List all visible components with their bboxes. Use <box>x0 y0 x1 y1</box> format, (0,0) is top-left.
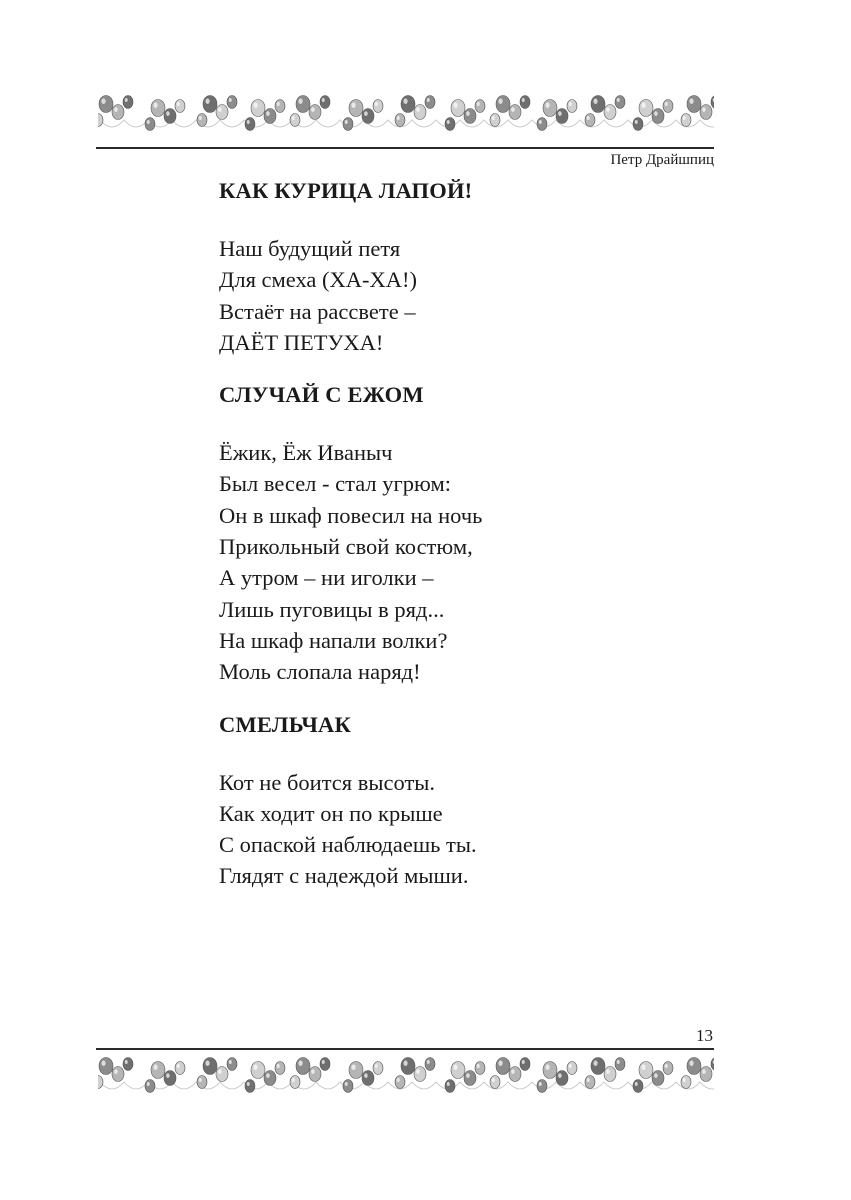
balloon-icon <box>663 1062 673 1075</box>
balloon-highlight <box>247 1082 250 1086</box>
balloon-icon <box>711 1058 714 1071</box>
balloon-icon <box>290 1076 300 1089</box>
balloon-highlight <box>266 1073 270 1078</box>
balloon-icon <box>567 1062 577 1075</box>
balloon-icon <box>296 96 310 113</box>
balloon-icon <box>175 1062 185 1075</box>
balloon-highlight <box>665 1064 668 1068</box>
balloon-icon <box>251 1062 265 1079</box>
balloon-highlight <box>153 102 157 108</box>
balloon-icon <box>615 96 625 109</box>
balloon-icon <box>227 96 237 109</box>
balloon-highlight <box>218 1069 222 1074</box>
balloon-icon <box>520 96 530 109</box>
balloon-icon <box>537 1080 547 1093</box>
balloon-highlight <box>466 1073 470 1078</box>
balloon-highlight <box>617 1060 620 1064</box>
balloon-icon <box>663 100 673 113</box>
balloon-icon <box>216 1067 228 1082</box>
balloon-highlight <box>322 98 325 102</box>
balloon-icon <box>464 1071 476 1086</box>
balloon-highlight <box>635 1082 638 1086</box>
balloon-icon <box>700 1067 712 1082</box>
balloon-highlight <box>545 102 549 108</box>
running-head-author: Петр Драйшпиц <box>610 152 714 168</box>
balloon-icon <box>145 1080 155 1093</box>
balloon-highlight <box>545 1064 549 1070</box>
balloon-highlight <box>702 107 706 112</box>
balloon-highlight <box>665 102 668 106</box>
poem-line: Прикольный свой костюм, <box>219 534 473 560</box>
balloon-highlight <box>205 98 209 104</box>
balloon-highlight <box>641 102 645 108</box>
balloon-highlight <box>322 1060 325 1064</box>
balloon-icon <box>585 114 595 127</box>
balloon-highlight <box>683 116 686 120</box>
balloon-highlight <box>569 1064 572 1068</box>
balloon-highlight <box>345 1082 348 1086</box>
balloon-highlight <box>351 1064 355 1070</box>
balloon-highlight <box>266 111 270 116</box>
balloon-icon <box>98 1076 103 1089</box>
balloon-icon <box>309 1067 321 1082</box>
balloon-icon <box>567 100 577 113</box>
balloon-icon <box>99 96 113 113</box>
balloon-icon <box>197 114 207 127</box>
balloon-icon <box>164 109 176 124</box>
balloon-highlight <box>453 1064 457 1070</box>
balloon-icon <box>700 105 712 120</box>
balloon-icon <box>604 105 616 120</box>
balloon-highlight <box>177 102 180 106</box>
balloon-highlight <box>617 98 620 102</box>
balloon-icon <box>98 114 103 127</box>
balloon-icon <box>556 109 568 124</box>
balloon-icon <box>556 1071 568 1086</box>
balloon-highlight <box>101 98 105 104</box>
balloon-highlight <box>345 120 348 124</box>
balloon-icon <box>496 1058 510 1075</box>
balloon-icon <box>464 109 476 124</box>
page-content <box>219 176 699 892</box>
balloon-highlight <box>587 116 590 120</box>
balloon-icon <box>275 100 285 113</box>
balloon-icon <box>151 1062 165 1079</box>
balloon-highlight <box>511 107 515 112</box>
balloon-highlight <box>498 1060 502 1066</box>
top-balloon-ornament <box>98 90 714 138</box>
balloon-icon <box>490 114 500 127</box>
balloon-highlight <box>569 102 572 106</box>
balloon-icon <box>203 96 217 113</box>
balloon-icon <box>227 1058 237 1071</box>
balloon-icon <box>275 1062 285 1075</box>
balloon-icon <box>175 100 185 113</box>
balloon-highlight <box>453 102 457 108</box>
balloon-icon <box>414 105 426 120</box>
poem-line: Моль слопала наряд! <box>219 659 421 685</box>
balloon-icon <box>164 1071 176 1086</box>
balloon-highlight <box>205 1060 209 1066</box>
balloon-highlight <box>511 1069 515 1074</box>
balloon-icon <box>349 100 363 117</box>
balloon-highlight <box>683 1078 686 1082</box>
balloon-highlight <box>177 1064 180 1068</box>
balloon-highlight <box>277 102 280 106</box>
balloon-icon <box>145 118 155 131</box>
balloon-highlight <box>654 111 658 116</box>
balloon-highlight <box>292 116 295 120</box>
balloon-highlight <box>199 1078 202 1082</box>
balloon-highlight <box>364 1073 368 1078</box>
balloon-icon <box>425 1058 435 1071</box>
balloon-icon <box>349 1062 363 1079</box>
balloon-icon <box>591 1058 605 1075</box>
balloon-icon <box>320 1058 330 1071</box>
poem-line: ДАЁТ ПЕТУХА! <box>219 329 384 355</box>
balloon-highlight <box>166 1073 170 1078</box>
balloon-icon <box>373 100 383 113</box>
balloon-highlight <box>298 98 302 104</box>
balloon-highlight <box>253 102 257 108</box>
balloon-icon <box>585 1076 595 1089</box>
balloon-icon <box>639 100 653 117</box>
balloon-string <box>100 1082 714 1089</box>
balloon-highlight <box>298 1060 302 1066</box>
balloon-icon <box>320 96 330 109</box>
balloon-highlight <box>229 98 232 102</box>
balloon-icon <box>591 96 605 113</box>
balloon-highlight <box>218 107 222 112</box>
balloon-icon <box>362 109 374 124</box>
balloon-highlight <box>558 111 562 116</box>
poem-lines <box>219 767 699 892</box>
balloon-icon <box>264 109 276 124</box>
balloon-icon <box>537 118 547 131</box>
balloon-icon <box>445 1080 455 1093</box>
balloon-highlight <box>114 1069 118 1074</box>
poem <box>219 380 699 687</box>
poem-line: Он в шкаф повесил на ночь <box>219 502 483 528</box>
balloon-highlight <box>492 1078 495 1082</box>
balloon-icon <box>296 1058 310 1075</box>
balloon-icon <box>395 1076 405 1089</box>
balloon-icon <box>711 96 714 109</box>
balloon-icon <box>123 1058 133 1071</box>
poem-line: С опаской наблюдаешь ты. <box>219 832 477 858</box>
poem-line: Встаёт на рассвете – <box>219 298 416 324</box>
balloon-highlight <box>447 1082 450 1086</box>
balloon-icon <box>687 1058 701 1075</box>
poem-line: Наш будущий петя <box>219 236 401 261</box>
poem-line: Кот не боится высоты. <box>219 769 436 795</box>
balloon-highlight <box>351 102 355 108</box>
balloon-icon <box>652 109 664 124</box>
balloon-icon <box>99 1058 113 1075</box>
balloon-icon <box>203 1058 217 1075</box>
balloon-highlight <box>403 1060 407 1066</box>
balloon-icon <box>520 1058 530 1071</box>
header-rule <box>96 147 714 149</box>
poem-line: Для смеха (ХА-ХА!) <box>219 267 417 293</box>
balloon-highlight <box>375 1064 378 1068</box>
balloon-highlight <box>447 120 450 124</box>
balloon-icon <box>373 1062 383 1075</box>
balloon-icon <box>395 114 405 127</box>
balloon-icon <box>343 1080 353 1093</box>
balloon-highlight <box>654 1073 658 1078</box>
balloon-highlight <box>229 1060 232 1064</box>
balloon-highlight <box>606 107 610 112</box>
balloon-highlight <box>522 1060 525 1064</box>
balloon-highlight <box>702 1069 706 1074</box>
poem-lines <box>219 437 699 687</box>
balloon-highlight <box>125 1060 128 1064</box>
balloon-icon <box>509 1067 521 1082</box>
balloon-icon <box>633 1080 643 1093</box>
balloon-icon <box>615 1058 625 1071</box>
balloon-icon <box>343 118 353 131</box>
balloon-icon <box>112 105 124 120</box>
balloon-icon <box>197 1076 207 1089</box>
balloon-highlight <box>364 111 368 116</box>
balloon-highlight <box>558 1073 562 1078</box>
balloon-highlight <box>166 111 170 116</box>
balloon-icon <box>451 1062 465 1079</box>
poem-line: Лишь пуговицы в ряд... <box>219 596 445 622</box>
balloon-highlight <box>427 1060 430 1064</box>
balloon-highlight <box>689 1060 693 1066</box>
balloon-highlight <box>635 120 638 124</box>
balloon-highlight <box>114 107 118 112</box>
balloon-highlight <box>477 102 480 106</box>
balloon-highlight <box>522 98 525 102</box>
balloon-highlight <box>539 1082 542 1086</box>
balloon-highlight <box>539 120 542 124</box>
poem-title: СЛУЧАЙ С ЕЖОМ <box>219 382 424 408</box>
balloon-highlight <box>101 1060 105 1066</box>
balloon-highlight <box>416 1069 420 1074</box>
balloon-icon <box>245 1080 255 1093</box>
balloon-icon <box>362 1071 374 1086</box>
balloon-icon <box>633 118 643 131</box>
balloon-highlight <box>253 1064 257 1070</box>
balloon-icon <box>264 1071 276 1086</box>
balloon-icon <box>475 1062 485 1075</box>
page-number: 13 <box>696 1026 713 1045</box>
balloon-highlight <box>147 120 150 124</box>
balloon-highlight <box>689 98 693 104</box>
poem-title: КАК КУРИЦА ЛАПОЙ! <box>219 178 473 203</box>
poem <box>219 176 699 358</box>
balloon-icon <box>681 114 691 127</box>
poem-line: А утром – ни иголки – <box>219 565 434 591</box>
poem-line: Ёжик, Ёж Иваныч <box>219 440 393 466</box>
poem <box>219 710 699 892</box>
balloon-highlight <box>397 1078 400 1082</box>
balloon-icon <box>496 96 510 113</box>
balloon-icon <box>639 1062 653 1079</box>
balloon-highlight <box>492 116 495 120</box>
balloon-highlight <box>147 1082 150 1086</box>
balloon-highlight <box>125 98 128 102</box>
balloon-highlight <box>606 1069 610 1074</box>
balloon-icon <box>509 105 521 120</box>
balloon-highlight <box>153 1064 157 1070</box>
balloon-highlight <box>199 116 202 120</box>
balloon-highlight <box>403 98 407 104</box>
balloon-highlight <box>277 1064 280 1068</box>
poem-line: Глядят с надеждой мыши. <box>219 863 469 889</box>
balloon-highlight <box>498 98 502 104</box>
poem-lines <box>219 233 699 358</box>
balloon-highlight <box>247 120 250 124</box>
balloon-icon <box>425 96 435 109</box>
balloon-highlight <box>477 1064 480 1068</box>
balloon-highlight <box>311 1069 315 1074</box>
footer-rule <box>96 1048 714 1050</box>
balloon-icon <box>401 96 415 113</box>
poem-line: Как ходит он по крыше <box>219 800 443 826</box>
balloon-highlight <box>466 111 470 116</box>
poem-line: На шкаф напали волки? <box>219 627 448 653</box>
balloon-highlight <box>587 1078 590 1082</box>
poem-line: Был весел - стал угрюм: <box>219 471 452 497</box>
balloon-highlight <box>311 107 315 112</box>
balloon-icon <box>687 96 701 113</box>
balloon-icon <box>414 1067 426 1082</box>
balloon-icon <box>451 100 465 117</box>
balloon-icon <box>543 100 557 117</box>
balloon-icon <box>245 118 255 131</box>
poem-title: СМЕЛЬЧАК <box>219 711 351 737</box>
balloon-icon <box>681 1076 691 1089</box>
balloon-icon <box>216 105 228 120</box>
balloon-icon <box>604 1067 616 1082</box>
balloon-icon <box>112 1067 124 1082</box>
balloon-icon <box>309 105 321 120</box>
balloon-icon <box>123 96 133 109</box>
balloon-icon <box>290 114 300 127</box>
balloon-icon <box>401 1058 415 1075</box>
balloon-string <box>100 120 714 127</box>
balloon-highlight <box>416 107 420 112</box>
balloon-icon <box>652 1071 664 1086</box>
balloon-icon <box>251 100 265 117</box>
balloon-highlight <box>593 1060 597 1066</box>
balloon-highlight <box>292 1078 295 1082</box>
balloon-icon <box>445 118 455 131</box>
balloon-icon <box>475 100 485 113</box>
balloon-highlight <box>375 102 378 106</box>
balloon-highlight <box>427 98 430 102</box>
balloon-icon <box>151 100 165 117</box>
bottom-balloon-ornament <box>98 1052 714 1100</box>
balloon-highlight <box>397 116 400 120</box>
balloon-highlight <box>641 1064 645 1070</box>
balloon-icon <box>490 1076 500 1089</box>
balloon-icon <box>543 1062 557 1079</box>
balloon-highlight <box>593 98 597 104</box>
